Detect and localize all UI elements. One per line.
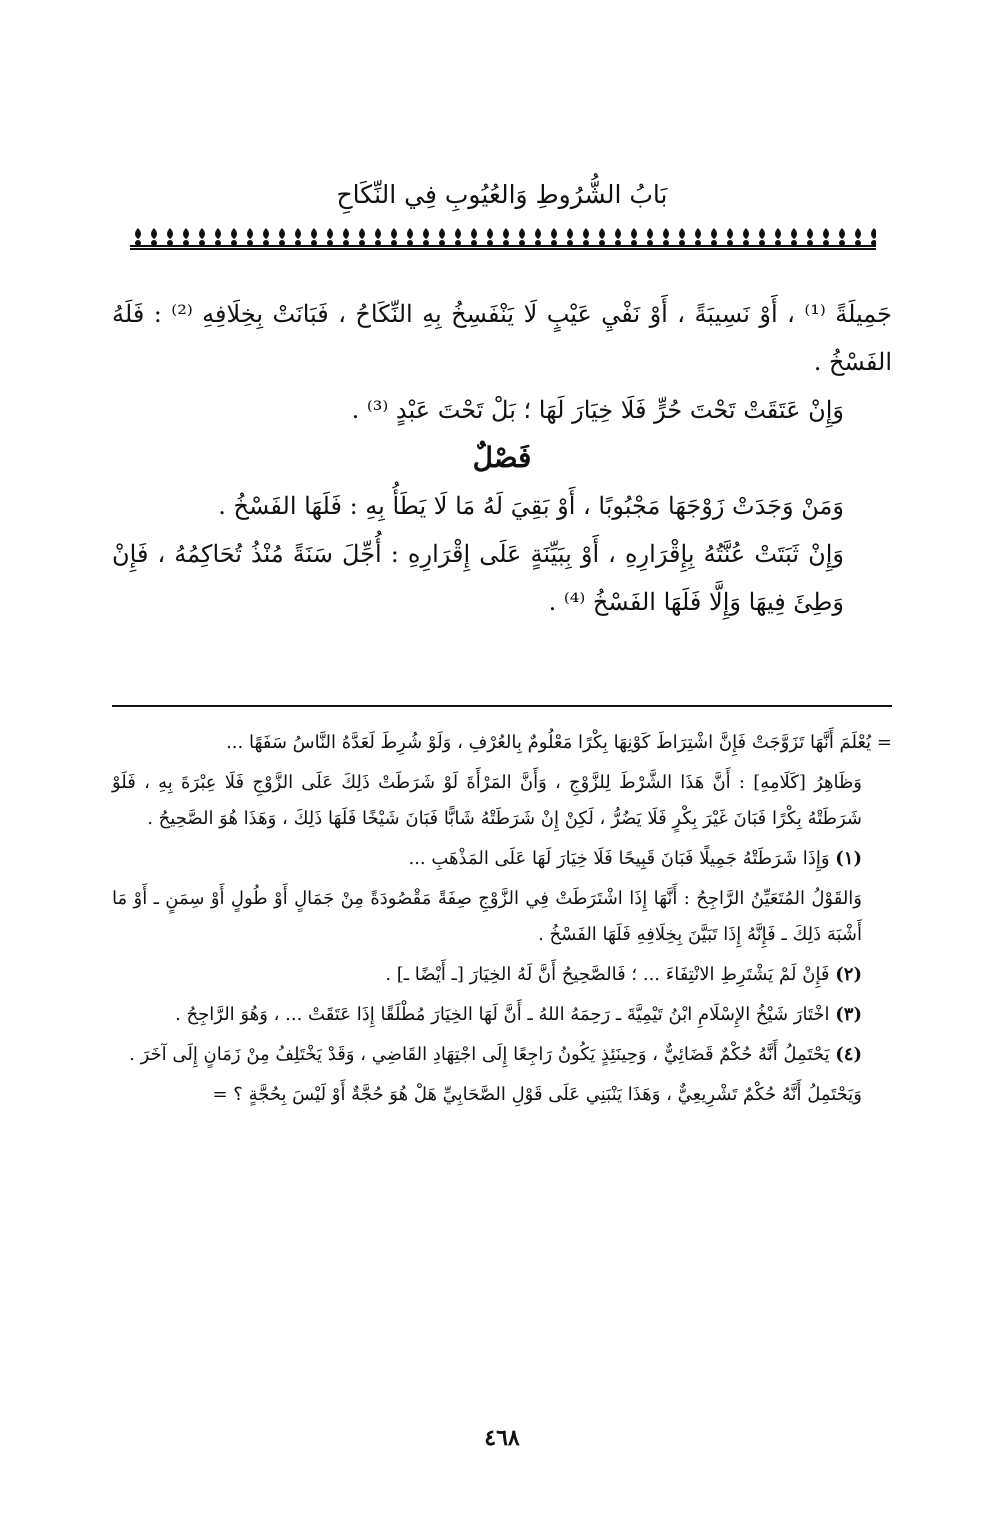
footnote-text: يَحْتَمِلُ أَنَّهُ حُكْمٌ قَضَائِيٌّ ، وَحِينَئِذٍ يَكُونُ رَاجِعًا إِلَى اجْتِهَادِ القَاضِي ، وَقَدْ يَخْتَلِفُ مِنْ زَمَانٍ إِلَى آخَرَ . (129, 1044, 830, 1065)
footnote-continuation: وَيَحْتَمِلُ أَنَّهُ حُكْمٌ تَشْرِيعِيٌّ ، وَهَذَا يَنْبَنِي عَلَى قَوْلِ الصَّحَابِيِّ هَلْ هُوَ حُجَّةٌ أَوْ لَيْسَ بِحُجَّةٍ ؟ = (212, 1084, 862, 1105)
footnote-number: (٣) (835, 1004, 862, 1025)
paragraph: وَإِنْ ثَبَتَتْ عُنَّتُهُ بِإِقْرَارِهِ ، أَوْ بِبَيِّنَةٍ عَلَى إِقْرَارِهِ : أُجِّلَ سَنَةً مُنْذُ تُحَاكِمُهُ ، فَإِنْ وَطِئَ فِيهَا وَإِلَّا فَلَهَا الفَسْخُ ⁽⁴⁾ . (112, 540, 844, 616)
paragraph: وَمَنْ وَجَدَتْ زَوْجَهَا مَجْبُوبًا ، أَوْ بَقِيَ لَهُ مَا لَا يَطَأُ بِهِ : فَلَهَا الفَسْخُ . (218, 492, 844, 520)
footnotes (112, 725, 892, 1117)
page-number: ٤٦٨ (484, 1425, 520, 1451)
main-text (112, 290, 892, 626)
footnote-continuation: وَالقَوْلُ المُتَعَيِّنُ الرَّاجِحُ : أَنَّهَا إِذَا اشْتَرَطَتْ فِي الزَّوْجِ صِفَةً مَقْصُودَةً مِنْ جَمَالٍ أَوْ طُولٍ أَوْ سِمَنٍ ـ أَوْ مَا أَشْبَهَ ذَلِكَ ـ فَإِنَّهُ إِذَا تَبَيَّنَ بِخِلَافِهِ فَلَهَا الفَسْخُ . (112, 888, 862, 945)
footnote-continuation: وَظَاهِرُ [كَلَامِهِ] : أَنَّ هَذَا الشَّرْطَ لِلزَّوْجِ ، وَأَنَّ المَرْأَةَ لَوْ شَرَطَتْ ذَلِكَ عَلَى الزَّوْجِ فَلَا عِبْرَةَ بِهِ ، فَلَوْ شَرَطَتْهُ بِكْرًا فَبَانَ غَيْرَ بِكْرٍ فَلَا يَضُرُّ ، لَكِنْ إِنْ شَرَطَتْهُ شَابًّا فَبَانَ شَيْخًا فَلَهَا ذَلِكَ ، وَهَذَا هُوَ الصَّحِيحُ . (112, 772, 862, 829)
ornamental-border (130, 226, 876, 250)
section-heading: فَصْلٌ (472, 441, 532, 474)
chapter-title: بَابُ الشُّرُوطِ وَالعُيُوبِ فِي النِّكَاحِ (336, 180, 668, 209)
footnote-number: (١) (835, 848, 862, 869)
footnote-1 (112, 841, 892, 877)
ornament-pattern-icon (130, 226, 876, 248)
footnote-text: اخْتَارَ شَيْخُ الإِسْلَامِ ابْنُ تَيْمِيَّةَ ـ رَحِمَهُ اللهُ ـ أَنَّ لَهَا الخِيَارَ مُطْلَقًا إِذَا عَتَقَتْ ... ، وَهُوَ الرَّاجِحُ . (175, 1004, 830, 1025)
footnote-text: وَإِذَا شَرَطَتْهُ جَمِيلًا فَبَانَ قَبِيحًا فَلَا خِيَارَ لَهَا عَلَى المَذْهَبِ ... (408, 848, 830, 869)
paragraph: وَإِنْ عَتَقَتْ تَحْتَ حُرٍّ فَلَا خِيَارَ لَهَا ؛ بَلْ تَحْتَ عَبْدٍ ⁽³⁾ . (351, 396, 844, 424)
footnote-3 (112, 997, 892, 1033)
paragraph: جَمِيلَةً ⁽¹⁾ ، أَوْ نَسِيبَةً ، أَوْ نَفْيِ عَيْبٍ لَا يَنْفَسِخُ بِهِ النِّكَاحُ ، فَبَانَتْ بِخِلَافِهِ ⁽²⁾ : فَلَهُ الفَسْخُ . (112, 300, 892, 376)
footnote-continuation: = يُعْلَمَ أَنَّهَا تَزَوَّجَتْ فَإِنَّ اشْتِرَاطَ كَوْنِهَا بِكْرًا مَعْلُومٌ بِالعُرْفِ ، وَلَوْ شُرِطَ لَعَدَّهُ النَّاسُ سَفَهًا ... (226, 732, 892, 753)
footnote-number: (٤) (835, 1044, 862, 1065)
footnote-4 (112, 1037, 892, 1073)
footnote-divider (112, 705, 892, 707)
footnote-2 (112, 957, 892, 993)
footnote-number: (٢) (835, 964, 862, 985)
footnote-text: فَإِنْ لَمْ يَشْتَرِطِ الانْتِفَاءَ ... ؛ فَالصَّحِيحُ أَنَّ لَهُ الخِيَارَ [ـ أَيْضًا ـ] . (385, 964, 830, 985)
